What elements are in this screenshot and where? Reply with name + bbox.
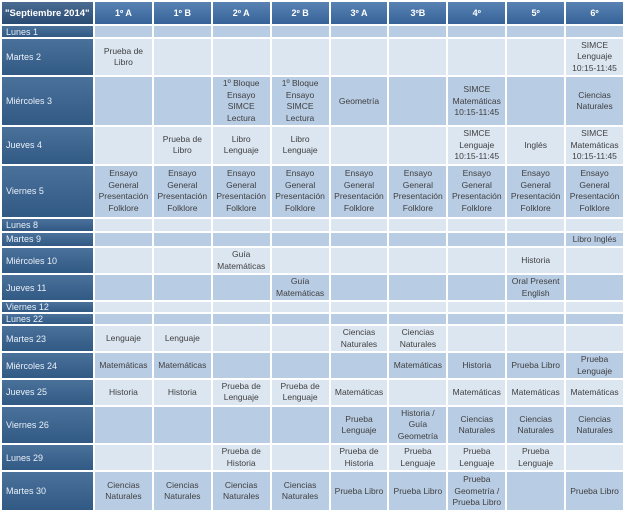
schedule-cell	[154, 219, 211, 231]
table-row	[2, 326, 623, 351]
schedule-cell	[507, 39, 564, 75]
schedule-cell: Guía Matemáticas	[272, 275, 329, 300]
schedule-cell: Prueba de Lenguaje	[272, 380, 329, 405]
schedule-cell: Ciencias Naturales	[448, 407, 505, 443]
schedule-cell	[448, 302, 505, 312]
schedule-cell	[331, 26, 388, 37]
schedule-cell	[389, 248, 446, 273]
schedule-cell	[448, 326, 505, 351]
row-day-label: Viernes 5	[2, 166, 93, 217]
table-body	[2, 26, 623, 510]
schedule-cell	[154, 77, 211, 125]
schedule-cell: Prueba Lenguaje	[448, 445, 505, 470]
schedule-cell	[213, 26, 270, 37]
schedule-cell	[566, 326, 623, 351]
schedule-cell: Matemáticas	[566, 380, 623, 405]
schedule-cell	[331, 233, 388, 246]
schedule-cell: Ensayo General Presentación Folklore	[272, 166, 329, 217]
schedule-cell	[154, 314, 211, 324]
schedule-cell	[507, 26, 564, 37]
schedule-cell: Ensayo General Presentación Folklore	[331, 166, 388, 217]
schedule-cell: Ensayo General Presentación Folklore	[154, 166, 211, 217]
row-day-label: Lunes 1	[2, 26, 93, 37]
schedule-cell: Matemáticas	[448, 380, 505, 405]
schedule-cell	[272, 248, 329, 273]
row-day-label: Jueves 11	[2, 275, 93, 300]
column-header-7: 5º	[507, 2, 564, 24]
schedule-cell	[272, 219, 329, 231]
schedule-cell	[448, 314, 505, 324]
schedule-cell: SIMCE Lenguaje 10:15-11:45	[566, 39, 623, 75]
schedule-cell	[213, 233, 270, 246]
schedule-cell	[331, 275, 388, 300]
schedule-cell	[213, 302, 270, 312]
schedule-cell: Libro Inglés	[566, 233, 623, 246]
schedule-cell: SIMCE Lenguaje 10:15-11:45	[448, 127, 505, 163]
table-row	[2, 39, 623, 75]
table-row	[2, 248, 623, 273]
schedule-cell	[154, 302, 211, 312]
row-day-label: Lunes 22	[2, 314, 93, 324]
table-row	[2, 472, 623, 510]
schedule-cell	[272, 314, 329, 324]
schedule-cell	[154, 275, 211, 300]
schedule-cell: Prueba Libro	[331, 472, 388, 510]
schedule-cell: Ensayo General Presentación Folklore	[213, 166, 270, 217]
column-header-1: 1º B	[154, 2, 211, 24]
schedule-cell	[389, 39, 446, 75]
schedule-cell	[507, 472, 564, 510]
table-row	[2, 233, 623, 246]
schedule-cell	[272, 39, 329, 75]
schedule-cell	[448, 248, 505, 273]
table-row	[2, 314, 623, 324]
schedule-cell: Prueba Libro	[389, 472, 446, 510]
schedule-cell	[95, 77, 152, 125]
schedule-cell	[566, 248, 623, 273]
row-day-label: Jueves 25	[2, 380, 93, 405]
schedule-cell: Prueba de Historia	[213, 445, 270, 470]
schedule-cell: Matemáticas	[95, 353, 152, 378]
schedule-cell	[507, 302, 564, 312]
schedule-cell: Matemáticas	[507, 380, 564, 405]
schedule-cell	[389, 314, 446, 324]
schedule-cell: Prueba Lenguaje	[566, 353, 623, 378]
schedule-cell: Prueba Libro	[566, 472, 623, 510]
schedule-cell	[566, 302, 623, 312]
schedule-cell	[389, 233, 446, 246]
schedule-cell: Ciencias Naturales	[213, 472, 270, 510]
schedule-cell	[566, 314, 623, 324]
row-day-label: Miércoles 24	[2, 353, 93, 378]
schedule-cell	[389, 275, 446, 300]
table-row	[2, 407, 623, 443]
schedule-cell	[213, 219, 270, 231]
schedule-cell	[389, 302, 446, 312]
schedule-cell	[272, 233, 329, 246]
table-row	[2, 353, 623, 378]
table-row	[2, 302, 623, 312]
table-row	[2, 166, 623, 217]
schedule-cell: Matemáticas	[331, 380, 388, 405]
row-day-label: Viernes 12	[2, 302, 93, 312]
schedule-cell: Ensayo General Presentación Folklore	[389, 166, 446, 217]
schedule-cell: Prueba de Libro	[95, 39, 152, 75]
column-header-0: 1º A	[95, 2, 152, 24]
schedule-cell	[95, 127, 152, 163]
schedule-cell: Libro Lenguaje	[272, 127, 329, 163]
schedule-cell	[448, 233, 505, 246]
schedule-cell: Ciencias Naturales	[154, 472, 211, 510]
schedule-cell: SIMCE Matemáticas 10:15-11:45	[448, 77, 505, 125]
schedule-cell	[95, 407, 152, 443]
schedule-cell: 1º Bloque Ensayo SIMCE Lectura	[272, 77, 329, 125]
schedule-cell: Ciencias Naturales	[331, 326, 388, 351]
row-day-label: Martes 23	[2, 326, 93, 351]
table-row	[2, 275, 623, 300]
table-row	[2, 127, 623, 163]
schedule-cell: Matemáticas	[389, 353, 446, 378]
schedule-cell	[272, 302, 329, 312]
table-header-row	[2, 2, 623, 24]
schedule-cell	[507, 314, 564, 324]
schedule-cell: 1º Bloque Ensayo SIMCE Lectura	[213, 77, 270, 125]
schedule-cell	[566, 275, 623, 300]
column-header-5: 3ºB	[389, 2, 446, 24]
schedule-cell: Inglés	[507, 127, 564, 163]
schedule-cell	[389, 26, 446, 37]
schedule-cell: Historia	[448, 353, 505, 378]
schedule-cell	[507, 219, 564, 231]
schedule-cell	[448, 26, 505, 37]
schedule-cell: Matemáticas	[154, 353, 211, 378]
schedule-cell	[213, 407, 270, 443]
schedule-cell: Historia	[154, 380, 211, 405]
row-day-label: Martes 2	[2, 39, 93, 75]
schedule-cell	[448, 275, 505, 300]
row-day-label: Martes 9	[2, 233, 93, 246]
schedule-cell: Lenguaje	[95, 326, 152, 351]
schedule-cell	[95, 26, 152, 37]
schedule-cell: Ensayo General Presentación Folklore	[95, 166, 152, 217]
schedule-cell	[272, 407, 329, 443]
schedule-cell: SIMCE Matemáticas 10:15-11:45	[566, 127, 623, 163]
schedule-cell	[154, 26, 211, 37]
table-row	[2, 380, 623, 405]
schedule-cell	[95, 233, 152, 246]
schedule-cell	[389, 219, 446, 231]
schedule-cell: Ciencias Naturales	[566, 407, 623, 443]
table-title: "Septiembre 2014"	[2, 2, 93, 24]
schedule-cell	[331, 314, 388, 324]
schedule-cell: Oral Present English	[507, 275, 564, 300]
schedule-cell	[213, 353, 270, 378]
schedule-cell	[272, 353, 329, 378]
schedule-cell: Prueba Lenguaje	[507, 445, 564, 470]
schedule-cell	[213, 314, 270, 324]
schedule-cell	[95, 219, 152, 231]
schedule-cell	[507, 233, 564, 246]
schedule-cell	[331, 127, 388, 163]
column-header-2: 2º A	[213, 2, 270, 24]
schedule-cell	[95, 275, 152, 300]
schedule-cell	[331, 219, 388, 231]
schedule-cell: Ensayo General Presentación Folklore	[566, 166, 623, 217]
schedule-cell	[331, 302, 388, 312]
schedule-cell	[154, 233, 211, 246]
schedule-cell	[389, 380, 446, 405]
schedule-cell	[272, 26, 329, 37]
schedule-cell	[448, 219, 505, 231]
schedule-cell	[566, 26, 623, 37]
schedule-cell: Prueba de Libro	[154, 127, 211, 163]
schedule-cell	[389, 127, 446, 163]
schedule-cell	[507, 77, 564, 125]
row-day-label: Lunes 29	[2, 445, 93, 470]
row-day-label: Miércoles 10	[2, 248, 93, 273]
schedule-cell: Prueba Lenguaje	[331, 407, 388, 443]
schedule-cell: Ensayo General Presentación Folklore	[448, 166, 505, 217]
schedule-cell	[389, 77, 446, 125]
column-header-4: 3º A	[331, 2, 388, 24]
schedule-cell: Geometría	[331, 77, 388, 125]
schedule-cell	[331, 353, 388, 378]
row-day-label: Martes 30	[2, 472, 93, 510]
schedule-cell	[154, 407, 211, 443]
row-day-label: Lunes 8	[2, 219, 93, 231]
row-day-label: Jueves 4	[2, 127, 93, 163]
schedule-cell: Ciencias Naturales	[507, 407, 564, 443]
schedule-cell: Prueba Geometría / Prueba Libro	[448, 472, 505, 510]
schedule-cell: Ciencias Naturales	[272, 472, 329, 510]
schedule-cell	[213, 326, 270, 351]
schedule-cell	[272, 326, 329, 351]
schedule-cell	[448, 39, 505, 75]
schedule-cell	[154, 39, 211, 75]
row-day-label: Miércoles 3	[2, 77, 93, 125]
table-row	[2, 77, 623, 125]
row-day-label: Viernes 26	[2, 407, 93, 443]
schedule-cell: Historia / Guía Geometría	[389, 407, 446, 443]
schedule-cell: Historia	[507, 248, 564, 273]
schedule-cell	[154, 248, 211, 273]
schedule-cell	[95, 314, 152, 324]
schedule-cell	[331, 39, 388, 75]
table-row	[2, 26, 623, 37]
schedule-cell: Prueba de Lenguaje	[213, 380, 270, 405]
schedule-cell	[213, 39, 270, 75]
schedule-cell: Lenguaje	[154, 326, 211, 351]
schedule-cell: Historia	[95, 380, 152, 405]
schedule-cell	[95, 302, 152, 312]
schedule-cell	[566, 219, 623, 231]
schedule-cell: Ciencias Naturales	[566, 77, 623, 125]
column-header-8: 6º	[566, 2, 623, 24]
schedule-cell: Ciencias Naturales	[389, 326, 446, 351]
schedule-cell: Prueba Libro	[507, 353, 564, 378]
schedule-cell: Prueba de Historia	[331, 445, 388, 470]
schedule-cell: Libro Lenguaje	[213, 127, 270, 163]
schedule-cell	[331, 248, 388, 273]
schedule-cell: Prueba Lenguaje	[389, 445, 446, 470]
column-header-3: 2º B	[272, 2, 329, 24]
schedule-cell	[213, 275, 270, 300]
schedule-cell	[95, 248, 152, 273]
schedule-cell	[507, 326, 564, 351]
table-row	[2, 219, 623, 231]
schedule-cell: Ensayo General Presentación Folklore	[507, 166, 564, 217]
schedule-cell: Ciencias Naturales	[95, 472, 152, 510]
schedule-cell: Guía Matemáticas	[213, 248, 270, 273]
column-header-6: 4º	[448, 2, 505, 24]
